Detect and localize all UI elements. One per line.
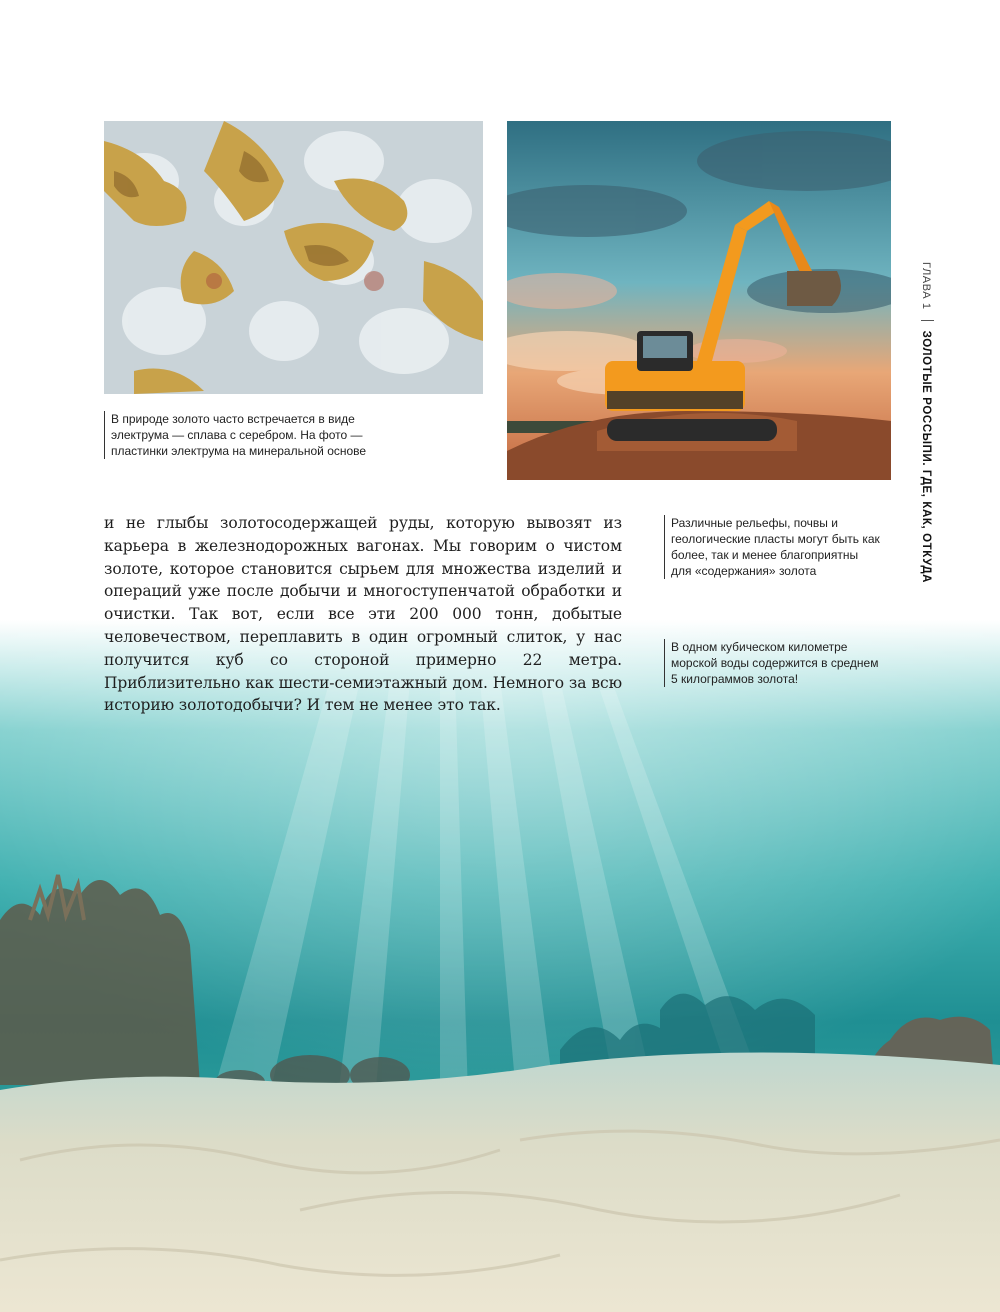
- underwater-background-image: [0, 620, 1000, 1312]
- running-head: [910, 262, 938, 582]
- chapter-label: ГЛАВА 1: [920, 262, 932, 310]
- terrain-caption: Различные рельефы, почвы и геологические пласты могут быть как более, так и менее благоприятны для «содержания» золота: [664, 515, 881, 579]
- electrum-photo-caption: В природе золото часто встречается в виде электрума — сплава с серебром. На фото — пластинки электрума на минеральной основе: [104, 411, 411, 459]
- electrum-mineral-photo: [104, 121, 483, 394]
- chapter-title: ЗОЛОТЫЕ РОССЫПИ. ГДЕ, КАК, ОТКУДА: [920, 330, 932, 584]
- body-paragraph: и не глыбы золотосодержащей руды, которую вывозят из карьера в железнодорожных вагонах. Мы говорим о чистом золоте, которое становится сырьем для множества изделий и операций уже после добычи и многоступенчатой обработки и очистки. Так вот, если все эти 200 000 тонн, добытые человечеством, переплавить в один огромный слиток, у нас получится куб со стороной примерно 22 метра. Приблизительно как шести-семиэтажный дом. Немного за всю историю золотодобычи? И тем не менее это так.: [104, 514, 622, 715]
- sea-gold-caption: В одном кубическом километре морской воды содержится в среднем 5 килограммов золота!: [664, 639, 886, 687]
- running-head-divider: [921, 320, 934, 321]
- excavator-photo: [507, 121, 891, 480]
